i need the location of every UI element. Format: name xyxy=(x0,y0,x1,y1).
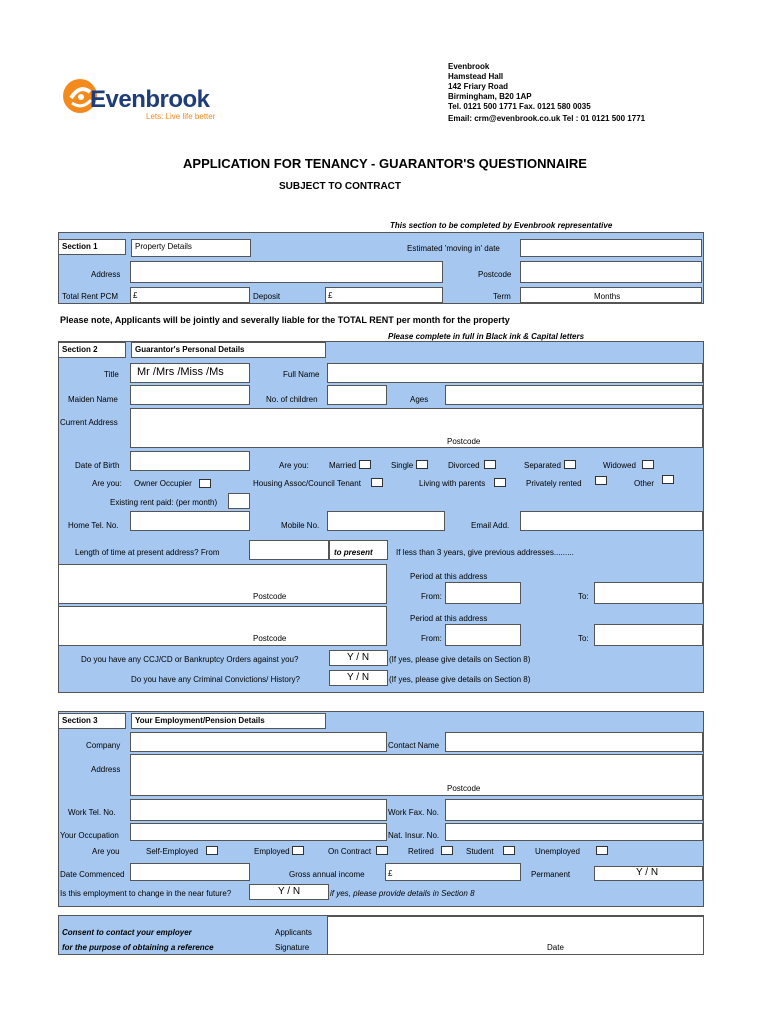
work-tel-input[interactable] xyxy=(130,799,387,821)
housing-label: Housing Assoc/Council Tenant xyxy=(253,479,361,488)
employer-postcode-label: Postcode xyxy=(447,784,481,793)
ages-label: Ages xyxy=(410,395,429,404)
contact-input[interactable] xyxy=(445,732,703,752)
change-note: if yes, please provide details in Section 8 xyxy=(330,889,475,898)
change-yn-value: Y / N xyxy=(278,886,301,897)
email-label: Email Add. xyxy=(471,521,510,530)
nat-ins-input[interactable] xyxy=(445,823,703,841)
married-checkbox[interactable] xyxy=(359,460,371,469)
section-2-label: Section 2 xyxy=(58,342,126,358)
consent-line-1: Consent to contact your employer xyxy=(62,928,192,937)
unemployed-checkbox[interactable] xyxy=(596,846,608,855)
other-checkbox[interactable] xyxy=(662,475,674,484)
change-question: Is this employment to change in the near future? xyxy=(60,889,232,898)
total-rent-label: Total Rent PCM xyxy=(62,292,119,301)
property-address-input[interactable] xyxy=(130,261,443,283)
title-label: Title xyxy=(104,370,119,379)
total-rent-input[interactable] xyxy=(130,287,250,303)
consent-divider xyxy=(58,906,704,916)
gross-income-input[interactable] xyxy=(385,863,521,881)
commenced-input[interactable] xyxy=(130,863,250,881)
dob-label: Date of Birth xyxy=(75,461,120,470)
period-2-label: Period at this address xyxy=(410,614,488,623)
widowed-label: Widowed xyxy=(603,461,636,470)
on-contract-checkbox[interactable] xyxy=(376,846,388,855)
occupation-label: Your Occupation xyxy=(60,831,119,840)
address-line-2: 142 Friary Road xyxy=(448,82,509,91)
to-2-input[interactable] xyxy=(594,624,703,646)
current-address-label: Current Address xyxy=(60,418,118,427)
postcode-label: Postcode xyxy=(478,270,512,279)
married-label: Married xyxy=(329,461,357,470)
email-input[interactable] xyxy=(520,511,703,531)
gross-income-label: Gross annual income xyxy=(289,870,365,879)
section-1-label: Section 1 xyxy=(58,239,126,255)
months-label: Months xyxy=(594,292,621,301)
section-3-label: Section 3 xyxy=(58,713,126,729)
ages-input[interactable] xyxy=(445,385,703,405)
rent-pound: £ xyxy=(133,291,138,300)
gross-pound: £ xyxy=(388,869,393,878)
ccj-note: (If yes, please give details on Section 8) xyxy=(389,655,531,664)
employer-address-input[interactable] xyxy=(130,754,703,796)
length-label: Length of time at present address? From xyxy=(75,548,220,557)
self-employed-label: Self-Employed xyxy=(146,847,199,856)
page-subtitle: SUBJECT TO CONTRACT xyxy=(278,181,402,192)
marital-are-you-label: Are you: xyxy=(279,461,309,470)
previous-address-2-input[interactable] xyxy=(58,606,387,646)
divorced-label: Divorced xyxy=(448,461,480,470)
date-label: Date xyxy=(547,943,564,952)
existing-rent-label: Existing rent paid: (per month) xyxy=(110,498,218,507)
address-line-3: Birmingham, B20 1AP xyxy=(448,92,532,101)
address-label: Address xyxy=(91,270,121,279)
company-name: Evenbrook xyxy=(448,62,490,71)
self-employed-checkbox[interactable] xyxy=(206,846,218,855)
private-checkbox[interactable] xyxy=(595,476,607,485)
deposit-input[interactable] xyxy=(325,287,443,303)
other-label: Other xyxy=(634,479,655,488)
mobile-input[interactable] xyxy=(327,511,445,531)
to-2-label: To: xyxy=(578,634,589,643)
deposit-label: Deposit xyxy=(253,292,281,301)
logo-tagline: Lets: Live life better xyxy=(146,112,216,121)
criminal-yn-value: Y / N xyxy=(347,672,370,683)
liability-note: Please note, Applicants will be jointly and severally liable for the TOTAL RENT per month for the property xyxy=(60,315,510,325)
separated-checkbox[interactable] xyxy=(564,460,576,469)
dob-input[interactable] xyxy=(130,451,250,471)
period-1-label: Period at this address xyxy=(410,572,488,581)
employed-checkbox[interactable] xyxy=(292,846,304,855)
section-1-heading: Property Details xyxy=(131,239,251,257)
current-postcode-label: Postcode xyxy=(447,437,481,446)
employed-label: Employed xyxy=(254,847,290,856)
from-date-input[interactable] xyxy=(249,540,329,560)
moving-in-label: Estimated 'moving in' date xyxy=(407,244,500,253)
occupation-input[interactable] xyxy=(130,823,387,841)
housing-checkbox[interactable] xyxy=(371,478,383,487)
logo xyxy=(60,72,240,124)
work-fax-label: Work Fax. No. xyxy=(388,808,439,817)
nat-ins-label: Nat. Insur. No. xyxy=(388,831,440,840)
private-label: Privately rented xyxy=(526,479,582,488)
applicants-label: Applicants xyxy=(275,928,312,937)
ccj-yn-value: Y / N xyxy=(347,652,370,663)
black-ink-note: Please complete in full in Black ink & Capital letters xyxy=(388,332,585,341)
parents-label: Living with parents xyxy=(419,479,486,488)
ccj-question: Do you have any CCJ/CD or Bankruptcy Orders against you? xyxy=(81,655,299,664)
company-input[interactable] xyxy=(130,732,387,752)
existing-rent-input[interactable] xyxy=(228,493,250,509)
moving-in-input[interactable] xyxy=(520,239,702,257)
permanent-yn-value: Y / N xyxy=(636,867,659,878)
student-checkbox[interactable] xyxy=(503,846,515,855)
full-name-label: Full Name xyxy=(283,370,320,379)
to-1-label: To: xyxy=(578,592,589,601)
consent-line-2: for the purpose of obtaining a reference xyxy=(62,943,214,952)
employer-address-label: Address xyxy=(91,765,121,774)
commenced-label: Date Commenced xyxy=(60,870,125,879)
residence-are-you-label: Are you: xyxy=(92,479,122,488)
mobile-label: Mobile No. xyxy=(281,521,320,530)
children-input[interactable] xyxy=(327,385,387,405)
to-1-input[interactable] xyxy=(594,582,703,604)
full-name-input[interactable] xyxy=(327,363,703,383)
company-label: Company xyxy=(86,741,121,750)
unemployed-label: Unemployed xyxy=(535,847,580,856)
single-checkbox[interactable] xyxy=(416,460,428,469)
single-label: Single xyxy=(391,461,414,470)
parents-checkbox[interactable] xyxy=(494,478,506,487)
term-label: Term xyxy=(493,292,511,301)
previous-address-1-input[interactable] xyxy=(58,564,387,604)
company-email: Email: crm@evenbrook.co.uk Tel : 01 0121 500 1771 xyxy=(448,114,646,123)
retired-label: Retired xyxy=(408,847,434,856)
section-3-heading: Your Employment/Pension Details xyxy=(131,713,326,729)
owner-checkbox[interactable] xyxy=(199,479,211,488)
permanent-label: Permanent xyxy=(531,870,571,879)
deposit-pound: £ xyxy=(328,291,333,300)
previous-note: If less than 3 years, give previous addresses......... xyxy=(396,548,574,557)
separated-label: Separated xyxy=(524,461,561,470)
current-address-input[interactable] xyxy=(130,408,703,448)
employment-are-you-label: Are you xyxy=(92,847,120,856)
title-value: Mr /Mrs /Miss /Ms xyxy=(137,366,224,378)
maiden-name-label: Maiden Name xyxy=(68,395,118,404)
company-address xyxy=(448,62,645,124)
phone-fax: Tel. 0121 500 1771 Fax. 0121 580 0035 xyxy=(448,102,591,111)
divorced-checkbox[interactable] xyxy=(484,460,496,469)
work-tel-label: Work Tel. No. xyxy=(68,808,116,817)
children-label: No. of children xyxy=(266,395,318,404)
criminal-note: (If yes, please give details on Section 8) xyxy=(389,675,531,684)
on-contract-label: On Contract xyxy=(328,847,372,856)
signature-input[interactable] xyxy=(327,916,704,955)
maiden-name-input[interactable] xyxy=(130,385,250,405)
student-label: Student xyxy=(466,847,494,856)
to-present-label: to present xyxy=(334,548,373,557)
widowed-checkbox[interactable] xyxy=(642,460,654,469)
signature-label: Signature xyxy=(275,943,310,952)
property-postcode-input[interactable] xyxy=(520,261,702,283)
work-fax-input[interactable] xyxy=(445,799,703,821)
home-tel-input[interactable] xyxy=(130,511,250,531)
criminal-question: Do you have any Criminal Convictions/ History? xyxy=(131,675,300,684)
page-title: APPLICATION FOR TENANCY - GUARANTOR'S QUESTIONNAIRE xyxy=(183,156,587,171)
rep-note: This section to be completed by Evenbrook representative xyxy=(390,221,613,230)
from-2-label: From: xyxy=(421,634,442,643)
section-2-heading: Guarantor's Personal Details xyxy=(131,342,326,358)
from-1-input[interactable] xyxy=(445,582,521,604)
from-1-label: From: xyxy=(421,592,442,601)
from-2-input[interactable] xyxy=(445,624,521,646)
retired-checkbox[interactable] xyxy=(441,846,453,855)
prev-postcode-2-label: Postcode xyxy=(253,634,287,643)
home-tel-label: Home Tel. No. xyxy=(68,521,119,530)
contact-label: Contact Name xyxy=(388,741,440,750)
prev-postcode-1-label: Postcode xyxy=(253,592,287,601)
address-line-1: Hamstead Hall xyxy=(448,72,504,81)
logo-name: Evenbrook xyxy=(90,86,210,113)
owner-label: Owner Occupier xyxy=(134,479,192,488)
